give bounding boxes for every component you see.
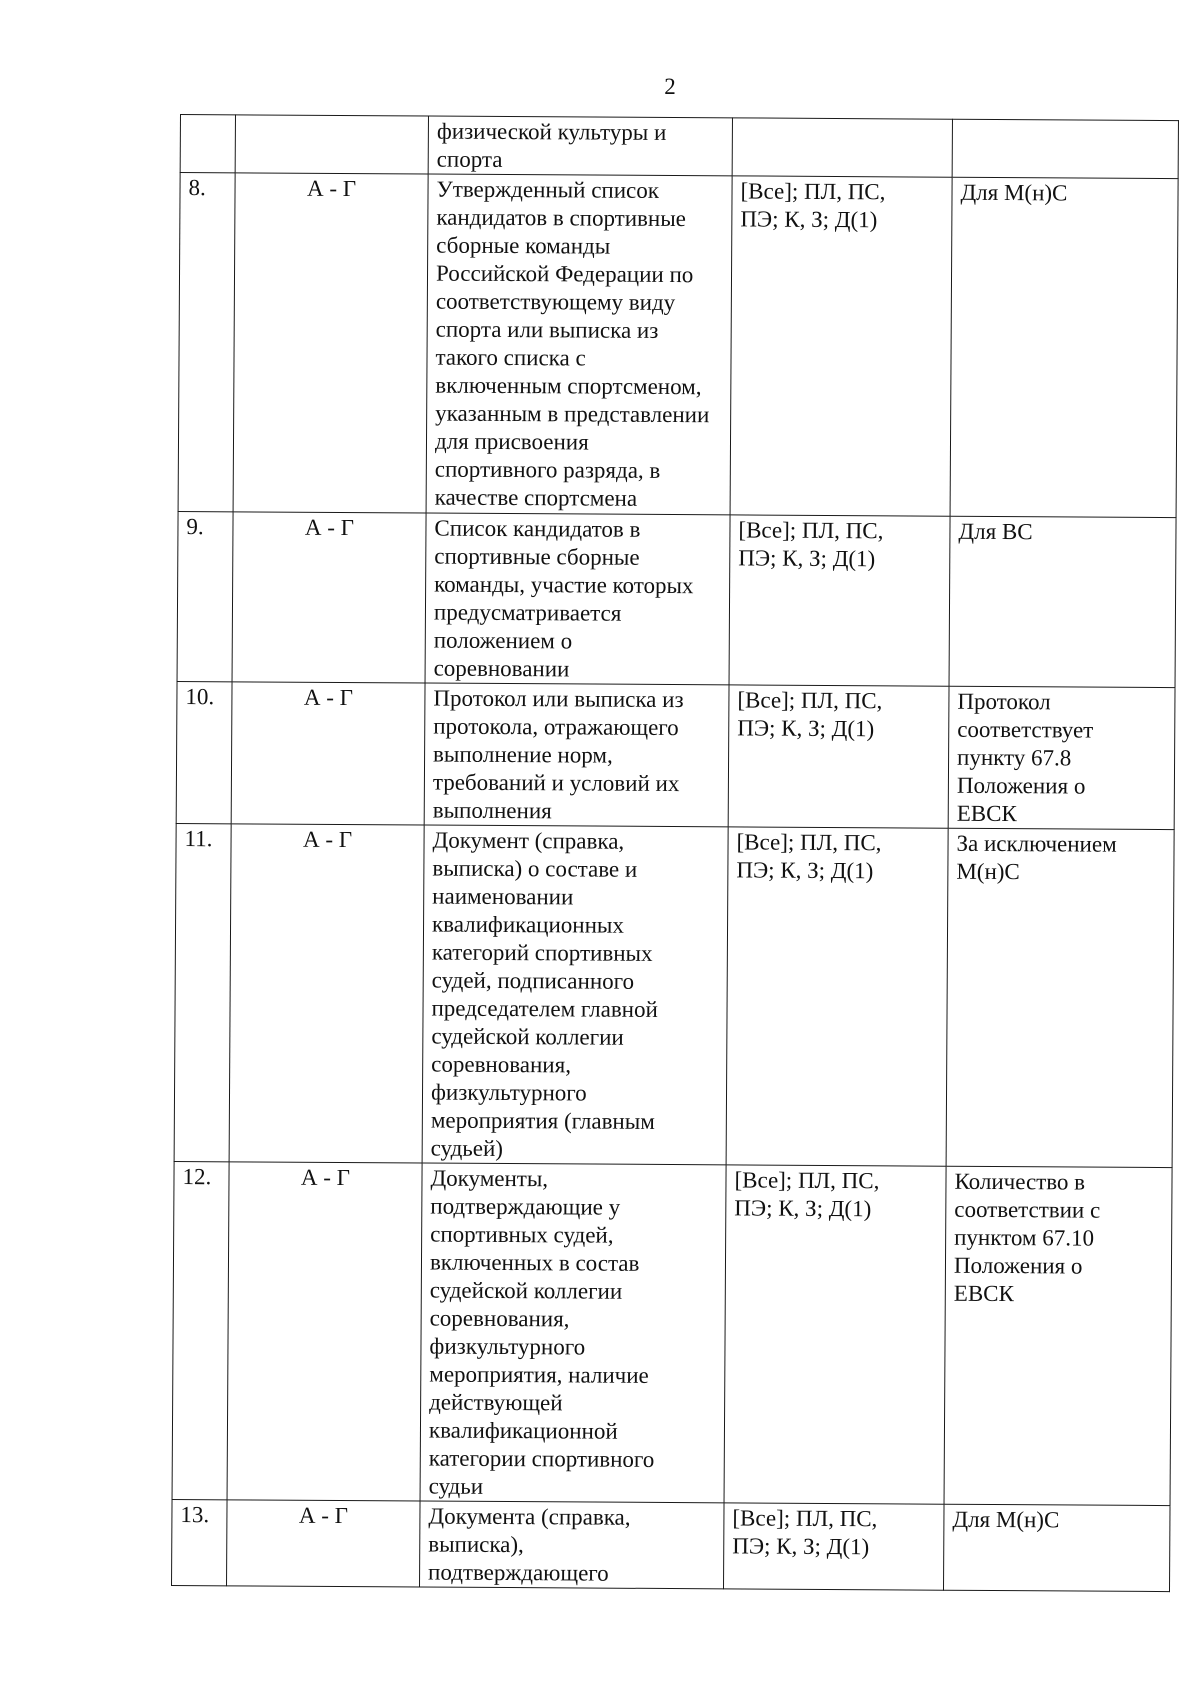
document-line: соревновании [433, 655, 570, 682]
requirement-line: [Все]; ПЛ, ПС, [738, 517, 884, 544]
table-row [172, 1499, 1171, 1591]
requirement-line: ПЭ; К, З; Д(1) [736, 857, 874, 884]
note-line: Положения о [956, 772, 1086, 799]
requirement-line: [Все]; ПЛ, ПС, [737, 687, 883, 714]
document-line: для присвоения [434, 428, 589, 455]
requirement-cell [729, 515, 950, 686]
document-line: судейской коллегии [431, 1023, 624, 1050]
document-line: судейской коллегии [429, 1277, 623, 1304]
requirement-line: [Все]; ПЛ, ПС, [736, 829, 882, 856]
document-line: соответствующему виду [435, 288, 676, 316]
note-cell [948, 686, 1175, 829]
note-cell [946, 828, 1174, 1167]
row-number-cell: 11. [174, 823, 231, 1161]
document-line: включенных в состав [429, 1249, 640, 1276]
document-line: выполнения [432, 797, 552, 824]
note-cell [949, 516, 1176, 687]
table-row [180, 115, 1178, 179]
document-line: включенным спортсменом, [435, 372, 702, 400]
note-line: Положения о [953, 1252, 1083, 1279]
document-line: Документы, [430, 1165, 549, 1192]
note-line: соответствии с [954, 1196, 1101, 1223]
row-number-cell: 8. [178, 173, 235, 512]
document-line: квалификационных [431, 911, 625, 938]
document-cell [424, 683, 729, 827]
document-cell [420, 1163, 726, 1503]
note-line: ЕВСК [956, 800, 1017, 827]
note-line: Протокол [957, 688, 1051, 715]
requirement-cell [724, 1503, 945, 1590]
document-line: требований и условий их [432, 769, 680, 797]
document-line: кандидатов в спортивные [436, 204, 686, 232]
document-line: Документ (справка, [432, 827, 625, 854]
row-number-cell: 13. [172, 1499, 228, 1585]
document-cell [420, 1501, 725, 1589]
document-line: Список кандидатов в [434, 515, 641, 542]
category-cell: А - Г [227, 1500, 421, 1587]
note-cell [952, 119, 1178, 178]
document-line: спортивные сборные [434, 543, 640, 570]
document-line: председателем главной [431, 995, 658, 1022]
document-line: выполнение норм, [433, 741, 613, 768]
document-cell [425, 513, 730, 685]
category-cell: А - Г [227, 1162, 422, 1501]
note-line: соответствует [957, 716, 1094, 743]
document-line: мероприятия, наличие [429, 1361, 649, 1388]
requirement-line: ПЭ; К, З; Д(1) [734, 1195, 872, 1222]
document-line: физической культуры и [436, 118, 667, 145]
requirement-cell [728, 685, 949, 828]
document-line: соревнования, [429, 1305, 570, 1332]
table-row [178, 173, 1178, 518]
category-cell [235, 115, 428, 174]
requirement-line: ПЭ; К, З; Д(1) [738, 545, 876, 572]
category-cell: А - Г [229, 824, 424, 1163]
note-cell [950, 177, 1178, 517]
document-line: положением о [433, 627, 573, 654]
document-line: предусматривается [433, 599, 622, 626]
document-line: команды, участие которых [434, 571, 694, 599]
note-line: Для М(н)С [952, 1506, 1060, 1533]
document-line: указанным в представлении [435, 400, 710, 428]
document-line: спорта или выписка из [435, 316, 659, 343]
document-line: судей, подписанного [431, 967, 635, 994]
document-line: выписка) о составе и [432, 855, 638, 882]
note-line: пунктом 67.10 [954, 1224, 1095, 1251]
document-line: такого списка с [435, 344, 586, 371]
table-body [172, 115, 1179, 1592]
document-line: квалификационной [428, 1417, 618, 1444]
row-number-cell [180, 115, 235, 173]
document-line: действующей [429, 1389, 563, 1416]
table-row [174, 823, 1174, 1167]
document-line: Документа (справка, [428, 1503, 631, 1530]
row-number-cell: 9. [177, 511, 233, 681]
table-row [172, 1161, 1172, 1505]
requirement-line: [Все]; ПЛ, ПС, [740, 178, 886, 205]
document-line: наименовании [432, 883, 574, 910]
category-cell: А - Г [233, 173, 428, 513]
note-line: Количество в [954, 1168, 1086, 1195]
category-cell: А - Г [231, 682, 425, 825]
document-line: категорий спортивных [431, 939, 653, 966]
page-number: 2 [664, 74, 676, 99]
document-line: физкультурного [430, 1079, 587, 1106]
note-line: За исключением [956, 830, 1117, 857]
row-number-cell: 10. [176, 681, 232, 823]
document-line: качестве спортсмена [434, 484, 638, 511]
document-line: Российской Федерации по [435, 260, 694, 288]
requirements-table [171, 114, 1179, 1592]
document-cell [428, 116, 732, 176]
document-line: спортивного разряда, в [434, 456, 661, 483]
document-line: Утвержденный список [436, 176, 660, 203]
note-line: Для ВС [958, 518, 1033, 545]
requirement-cell [730, 176, 952, 516]
note-line: М(н)С [956, 858, 1020, 885]
table-row [176, 681, 1175, 829]
requirement-line: [Все]; ПЛ, ПС, [734, 1167, 880, 1194]
document-line: категории спортивного [428, 1445, 655, 1472]
document-line: подтверждающего [428, 1559, 609, 1586]
requirement-line: [Все]; ПЛ, ПС, [732, 1505, 878, 1532]
document-line: физкультурного [429, 1333, 586, 1360]
requirement-line: ПЭ; К, З; Д(1) [737, 715, 875, 742]
document-line: судьи [428, 1473, 484, 1499]
requirement-cell [732, 118, 952, 177]
row-number-cell: 12. [172, 1161, 229, 1499]
document-line: Протокол или выписка из [433, 685, 684, 713]
document-line: подтверждающие у [430, 1193, 621, 1220]
requirement-cell [724, 1165, 946, 1504]
document-line: выписка), [428, 1531, 524, 1558]
document-line: мероприятия (главным [430, 1107, 655, 1134]
requirement-line: ПЭ; К, З; Д(1) [740, 206, 878, 233]
note-line: ЕВСК [953, 1280, 1014, 1307]
note-line: Для М(н)С [960, 179, 1068, 206]
requirement-line: ПЭ; К, З; Д(1) [732, 1533, 870, 1560]
document-line: соревнования, [431, 1051, 572, 1078]
document-line: спортивных судей, [430, 1221, 614, 1248]
note-cell [944, 1166, 1172, 1505]
document-line: протокола, отражающего [433, 713, 679, 741]
document-line: судьей) [430, 1135, 504, 1161]
document-cell [422, 825, 728, 1165]
document-line: спорта [436, 146, 503, 172]
document-line: сборные команды [436, 232, 611, 259]
requirement-cell [726, 827, 948, 1166]
table-row [177, 511, 1176, 687]
document-cell [426, 174, 732, 515]
note-cell [943, 1504, 1170, 1591]
note-line: пункту 67.8 [957, 744, 1072, 771]
category-cell: А - Г [232, 512, 426, 683]
